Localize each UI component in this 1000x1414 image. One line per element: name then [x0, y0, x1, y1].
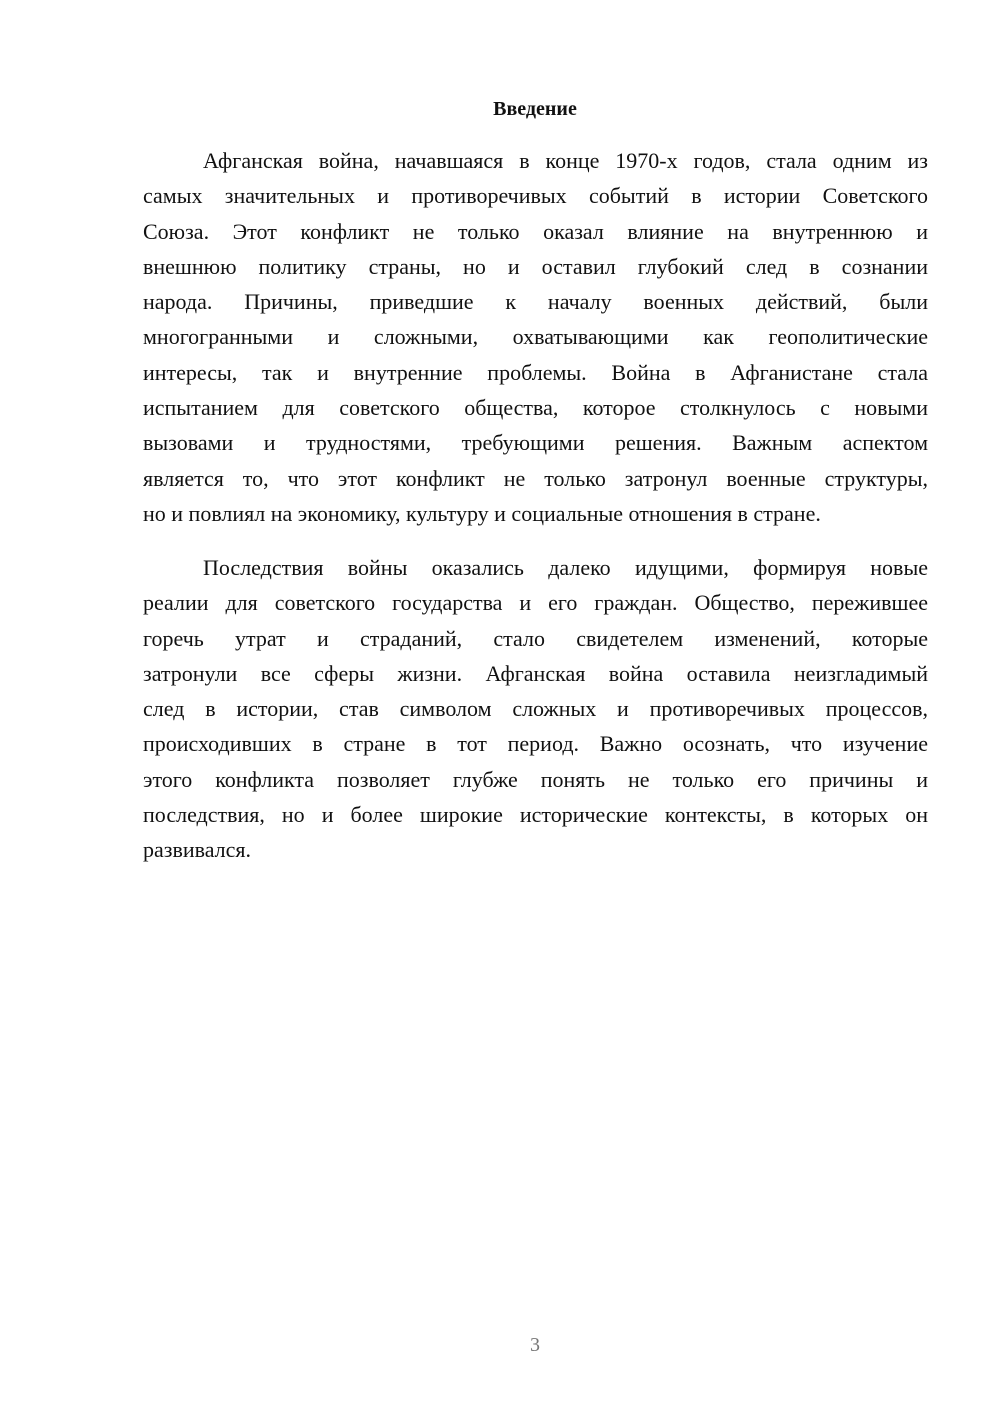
text-line: происходивших в стране в тот период. Важно осознать, что изучение: [143, 731, 928, 757]
text-line: но и повлиял на экономику, культуру и социальные отношения в стране.: [143, 500, 821, 526]
text-line: этого конфликта позволяет глубже понять не только его причины и: [143, 766, 928, 792]
page-number: 3: [530, 1334, 540, 1356]
text-line: внешнюю политику страны, но и оставил глубокий след в сознании: [143, 253, 928, 279]
text-line: Союза. Этот конфликт не только оказал влияние на внутреннюю и: [143, 218, 928, 244]
text-line: затронули все сферы жизни. Афганская война оставила неизгладимый: [143, 660, 928, 686]
text-line: является то, что этот конфликт не только затронул военные структуры,: [143, 465, 928, 491]
text-line: развивался.: [143, 837, 252, 863]
text-line: многогранными и сложными, охватывающими как геополитические: [143, 324, 928, 350]
text-line: реалии для советского государства и его граждан. Общество, пережившее: [143, 590, 928, 616]
text-line: вызовами и трудностями, требующими решения. Важным аспектом: [143, 430, 928, 456]
text-line: горечь утрат и страданий, стало свидетелем изменений, которые: [143, 625, 928, 651]
paragraph-1: [143, 143, 928, 531]
text-line: последствия, но и более широкие исторические контексты, в которых он: [143, 802, 928, 828]
text-line: народа. Причины, приведшие к началу военных действий, были: [143, 289, 928, 315]
text-line: интересы, так и внутренние проблемы. Война в Афганистане стала: [143, 359, 928, 385]
text-line: испытанием для советского общества, которое столкнулось с новыми: [143, 395, 928, 421]
text-line: Афганская война, начавшаяся в конце 1970-х годов, стала одним из: [203, 148, 928, 173]
paragraph-2: [143, 550, 928, 868]
text-line: самых значительных и противоречивых событий в истории Советского: [143, 183, 928, 209]
text-line: след в истории, став символом сложных и противоречивых процессов,: [143, 696, 928, 722]
page-title: Введение: [493, 98, 577, 120]
text-line: Последствия войны оказались далеко идущими, формируя новые: [203, 555, 928, 580]
